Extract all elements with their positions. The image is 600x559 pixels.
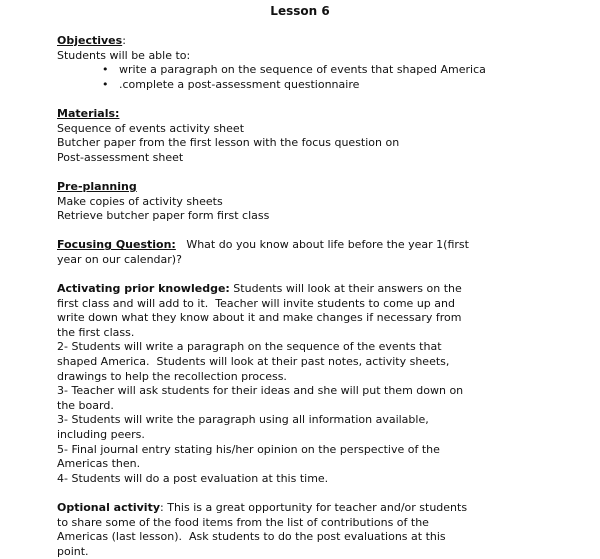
- focusing-question: What do you know about life before the year 1(first: [175, 238, 469, 252]
- activating-line: write down what they know about it and make changes if necessary from: [57, 311, 462, 325]
- preplanning-item: Retrieve butcher paper form first class: [57, 209, 270, 223]
- optional-text: : This is a great opportunity for teacher and/or students: [160, 501, 468, 514]
- preplanning-item: Make copies of activity sheets: [57, 194, 223, 208]
- optional-line: point.: [57, 544, 89, 558]
- activating-line: shaped America. Students will look at their past notes, activity sheets,: [57, 355, 450, 369]
- activating-line: 2- Students will write a paragraph on the sequence of the events that: [57, 340, 442, 354]
- activating-line: the first class.: [57, 325, 135, 339]
- optional-heading: Optional activity: [57, 501, 161, 514]
- objectives-colon: :: [122, 34, 126, 47]
- activating-line: 5- Final journal entry stating his/her opinion on the perspective of the: [57, 442, 440, 456]
- focusing-question-cont: year on our calendar)?: [57, 252, 182, 266]
- objectives-heading: Objectives: [57, 34, 123, 47]
- activating-line: 3- Teacher will ask students for their ideas and she will put them down on: [57, 384, 464, 398]
- material-item: Post-assessment sheet: [57, 150, 184, 164]
- activating-line: 3- Students will write the paragraph using all information available,: [57, 413, 429, 427]
- objective-text: • .complete a post-assessment questionnaire: [97, 78, 359, 91]
- activating-line: the board.: [57, 398, 114, 412]
- objective-text: • write a paragraph on the sequence of events that shaped America: [97, 63, 486, 76]
- activating-text: Students will look at their answers on the: [229, 282, 462, 296]
- activating-heading: Activating prior knowledge:: [57, 282, 230, 296]
- activating-line: 4- Students will do a post evaluation at this time.: [57, 471, 329, 485]
- lesson-document: [57, 34, 587, 559]
- activating-line: Americas then.: [57, 457, 141, 471]
- objectives-heading-line: [57, 34, 587, 49]
- activating-line: first class and will add to it. Teacher will invite students to come up and: [57, 296, 455, 310]
- preplanning-heading: Pre-planning: [57, 179, 137, 193]
- activating-line: including peers.: [57, 428, 145, 442]
- objective-item: [57, 63, 587, 78]
- material-item: Sequence of events activity sheet: [57, 121, 245, 135]
- optional-line: Americas (last lesson). Ask students to do the post evaluations at this: [57, 530, 446, 544]
- focusing-heading: Focusing Question:: [57, 238, 176, 252]
- objectives-intro: Students will be able to:: [57, 48, 191, 62]
- objective-item: [57, 78, 587, 93]
- page-title: Lesson 6: [270, 4, 330, 18]
- material-item: Butcher paper from the first lesson with the focus question on: [57, 136, 400, 150]
- optional-line: to share some of the food items from the list of contributions of the: [57, 515, 429, 529]
- activating-line: drawings to help the recollection process.: [57, 369, 287, 383]
- materials-heading: Materials:: [57, 106, 120, 120]
